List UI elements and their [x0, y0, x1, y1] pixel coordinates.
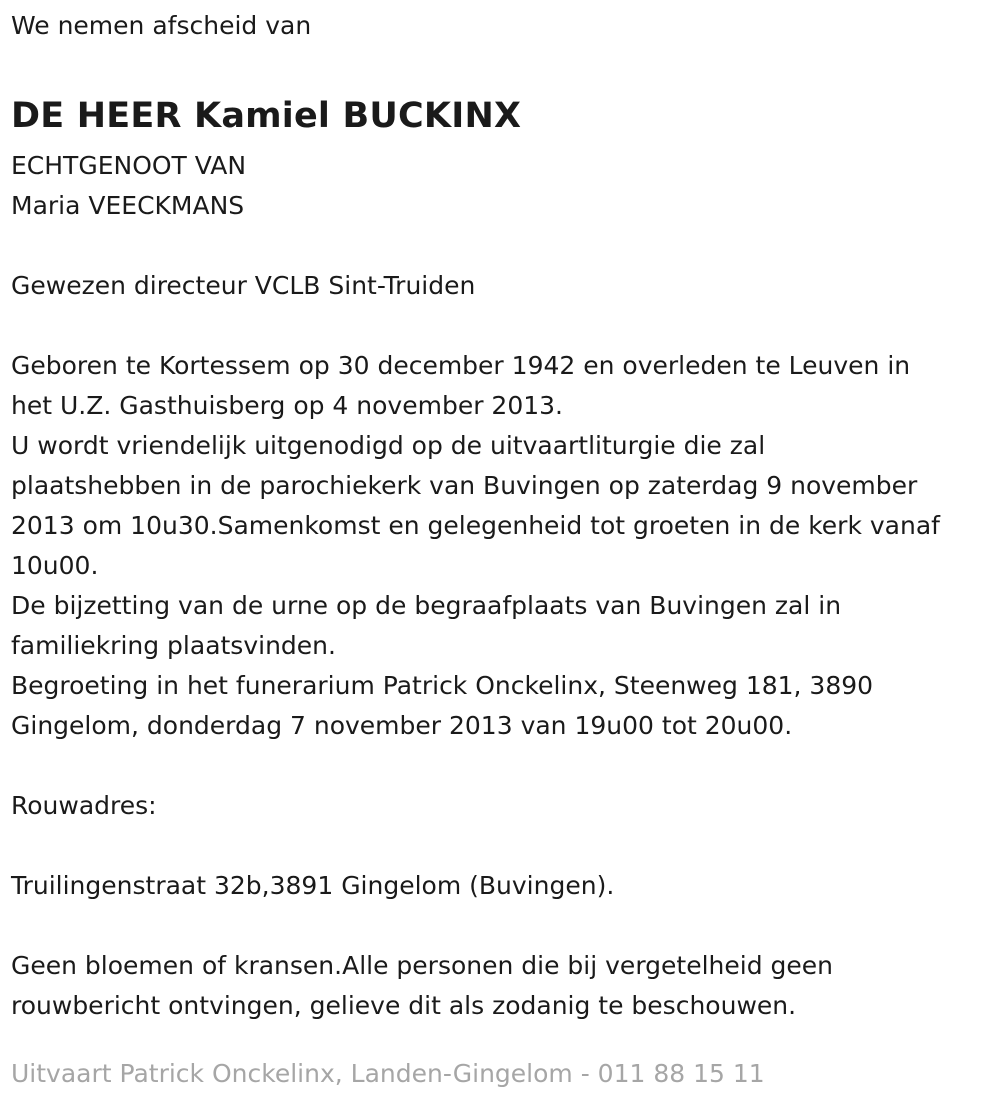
body-line: het U.Z. Gasthuisberg op 4 november 2013. — [11, 391, 564, 420]
body-line: plaatshebben in de parochiekerk van Buvingen op zaterdag 9 november — [11, 471, 918, 500]
body-line: 2013 om 10u30.Samenkomst en gelegenheid tot groeten in de kerk vanaf — [11, 511, 940, 540]
spacer — [11, 826, 996, 866]
body-line: Begroeting in het funerarium Patrick Onckelinx, Steenweg 181, 3890 — [11, 671, 874, 700]
spacer — [11, 46, 996, 86]
spacer — [11, 226, 996, 266]
funeral-home-footer: Uitvaart Patrick Onckelinx, Landen-Gingelom - 011 88 15 11 — [11, 1059, 765, 1088]
spouse-name: Maria VEECKMANS — [11, 191, 245, 220]
deceased-name: DE HEER Kamiel BUCKINX — [11, 96, 522, 136]
body-line: U wordt vriendelijk uitgenodigd op de uitvaartliturgie die zal — [11, 431, 766, 460]
body-line: Geboren te Kortessem op 30 december 1942 en overleden te Leuven in — [11, 351, 911, 380]
occupation-text: Gewezen directeur VCLB Sint-Truiden — [11, 271, 476, 300]
spacer — [11, 746, 996, 786]
body-line: 10u00. — [11, 551, 99, 580]
body-line: Gingelom, donderdag 7 november 2013 van 19u00 tot 20u00. — [11, 711, 793, 740]
spacer — [11, 306, 996, 346]
closing-text — [11, 946, 996, 1026]
intro-text: We nemen afscheid van — [11, 11, 312, 40]
spouse-label: ECHTGENOOT VAN — [11, 151, 247, 180]
spacer — [11, 906, 996, 946]
notice-body — [11, 346, 996, 746]
closing-line: rouwbericht ontvingen, gelieve dit als zodanig te beschouwen. — [11, 991, 797, 1020]
address-label: Rouwadres: — [11, 791, 157, 820]
death-notice — [11, 6, 996, 1026]
body-line: familiekring plaatsvinden. — [11, 631, 336, 660]
closing-line: Geen bloemen of kransen.Alle personen die bij vergetelheid geen — [11, 951, 833, 980]
address-text: Truilingenstraat 32b,3891 Gingelom (Buvingen). — [11, 871, 615, 900]
body-line: De bijzetting van de urne op de begraafplaats van Buvingen zal in — [11, 591, 842, 620]
